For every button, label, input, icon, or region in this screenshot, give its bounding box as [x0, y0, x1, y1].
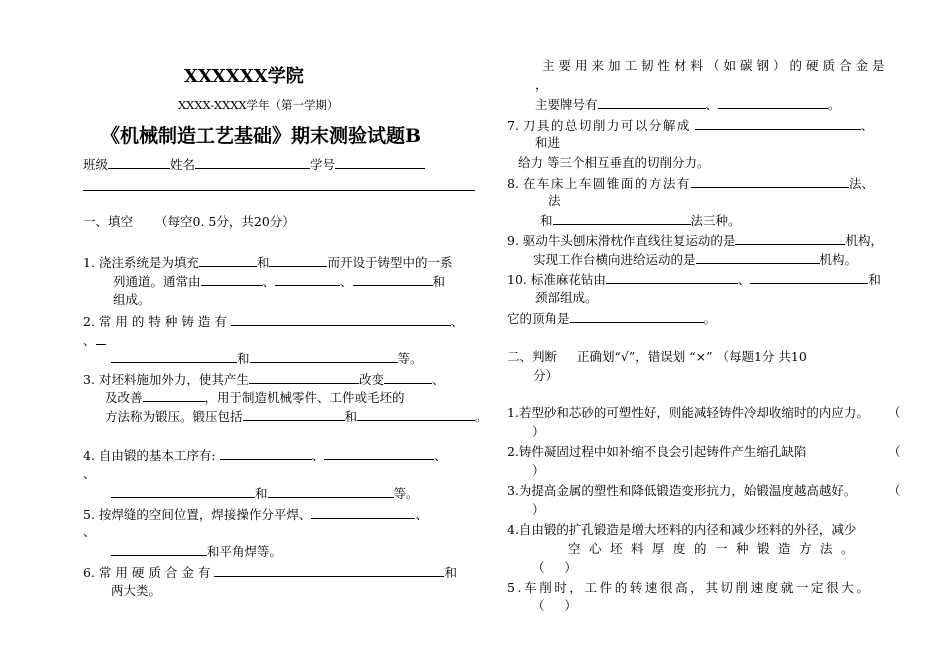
question-6-line-5: 主要牌号有 、 。	[535, 97, 841, 112]
class-blank[interactable]	[108, 156, 170, 169]
answer-blank[interactable]	[695, 117, 861, 130]
question-10-line-3: 它的顶角是 。	[507, 311, 717, 326]
answer-blank[interactable]	[111, 543, 207, 556]
student-info-row	[83, 156, 425, 173]
judgment-paren-open: （	[888, 483, 901, 498]
answer-blank[interactable]	[606, 271, 738, 284]
section2-title: 二、判断	[507, 349, 558, 364]
question-10-line-2: 颈部组成。	[535, 290, 598, 305]
answer-blank[interactable]	[220, 447, 312, 460]
judgment-item-1: 1.若型砂和芯砂的可塑性好，则能减轻铸件冷却收缩时的内应力。	[507, 405, 869, 420]
question-8-line-2: 法	[548, 193, 561, 208]
answer-blank[interactable]	[750, 271, 868, 284]
answer-blank[interactable]	[735, 232, 845, 245]
header-divider	[83, 190, 475, 191]
question-5-line-3: 和平角焊等。	[111, 543, 282, 560]
judgment-answer-5[interactable]: （ ）	[532, 598, 577, 613]
answer-blank[interactable]	[353, 273, 433, 286]
answer-blank[interactable]	[598, 96, 706, 109]
answer-blank[interactable]	[143, 389, 205, 402]
judgment-answer-3[interactable]: ）	[532, 502, 545, 517]
question-5-line-2: 、	[83, 524, 96, 539]
answer-blank[interactable]	[696, 251, 820, 264]
question-3-line-2: 及改善 ，用于制造机械零件、工件或毛坯的	[105, 390, 405, 405]
question-6-line-1: 6. 常用硬质合金有 和	[83, 565, 457, 580]
answer-blank[interactable]	[311, 506, 415, 519]
section2-heading	[507, 349, 807, 365]
question-9-line-1: 9. 驱动牛头刨床滑枕作直线往复运动的是 机构，	[507, 233, 883, 248]
question-6-line-3: 主要用来加工韧性材料（如碳钢）的硬质合金是	[542, 58, 889, 73]
question-3-line-1: 3. 对坯料施加外力，使其产生 改变 、	[83, 372, 445, 387]
question-5-line-1: 5. 按焊缝的空间位置，焊接操作分平焊、 、	[83, 507, 428, 522]
question-2-line-2: 、	[83, 332, 106, 349]
answer-blank[interactable]	[111, 485, 255, 498]
question-4-line-2: 、	[83, 466, 96, 481]
question-8-line-1: 8. 在车床上车圆锥面的方法有 法、	[507, 176, 874, 191]
answer-blank[interactable]	[553, 212, 691, 225]
answer-blank[interactable]	[201, 273, 263, 286]
answer-blank[interactable]	[231, 313, 451, 326]
answer-blank[interactable]	[96, 332, 106, 345]
question-2-line-1: 2. 常用的特种铸造有 、	[83, 314, 464, 329]
section2-scoring-cont: 分）	[533, 368, 559, 383]
judgment-item-3: 3.为提高金属的塑性和降低锻造变形抗力，始锻温度越高越好。	[507, 483, 857, 498]
section1-heading	[83, 214, 295, 230]
question-10-line-1: 10. 标准麻花钻由 、 和	[507, 272, 881, 287]
answer-blank[interactable]	[243, 408, 345, 421]
judgment-item-4-cont: 空心坯料厚度的一种锻造方法。	[568, 541, 863, 556]
judgment-item-4: 4.自由锻的扩孔锻造是增大坯料的内径和减少坯料的外径，减少	[507, 522, 857, 537]
judgment-item-5: 5.车削时，工件的转速很高，其切削速度就一定很大。	[507, 580, 872, 595]
question-4-line-3: 和 等。	[111, 485, 419, 502]
student-id-blank[interactable]	[335, 156, 425, 169]
answer-blank[interactable]	[718, 96, 828, 109]
exam-title: 《机械制造工艺基础》期末测验试题B	[101, 125, 422, 147]
judgment-answer-2[interactable]: ）	[532, 463, 545, 478]
question-7-line-2: 和进	[535, 135, 561, 150]
judgment-answer-4[interactable]: （ ）	[532, 560, 577, 575]
answer-blank[interactable]	[268, 485, 394, 498]
question-3-line-3: 方法称为锻压。锻压包括 和 。	[105, 409, 488, 424]
section1-title: 一、填空	[83, 214, 134, 229]
judgment-paren-open: （	[888, 444, 901, 459]
question-2-line-3: 和 等。	[111, 350, 423, 367]
judgment-item-2: 2.铸件凝固过程中如补缩不良会引起铸件产生缩孔缺陷	[507, 444, 807, 459]
question-1-line-1: 1. 浇注系统是为填充 和 而开设于铸型中的一系	[83, 255, 453, 270]
section2-scoring: 正确划“√”，错误划 “×” （每题1分 共10	[577, 349, 807, 364]
id-label: 学号	[310, 157, 336, 172]
question-1-line-2: 列通道。通常由 、 、 和	[113, 274, 446, 289]
answer-blank[interactable]	[324, 447, 434, 460]
answer-blank[interactable]	[275, 273, 340, 286]
question-9-line-2: 实现工作台横向进给运动的是 机构。	[533, 252, 858, 267]
answer-blank[interactable]	[111, 350, 237, 363]
question-7-line-3: 给力 等三个相互垂直的切削分力。	[518, 155, 710, 170]
question-7-line-1: 7. 刀具的总切削力可以分解成 、	[507, 118, 874, 133]
answer-blank[interactable]	[250, 350, 398, 363]
class-label: 班级	[83, 157, 109, 172]
answer-blank[interactable]	[249, 371, 359, 384]
question-4-line-1: 4. 自由锻的基本工序有: 、 、	[83, 448, 447, 463]
answer-blank[interactable]	[570, 310, 704, 323]
question-6-line-2: 两大类。	[111, 583, 162, 598]
section1-scoring: （每空0. 5分，共20分）	[155, 214, 295, 229]
name-blank[interactable]	[195, 156, 310, 169]
academic-year: XXXX-XXXX学年（第一学期）	[178, 98, 339, 112]
answer-blank[interactable]	[357, 408, 475, 421]
question-6-line-4: ，	[535, 77, 548, 92]
question-8-line-3: 和 法三种。	[540, 213, 741, 228]
name-label: 姓名	[170, 157, 196, 172]
question-1-line-3: 组成。	[113, 292, 151, 307]
school-name: XXXXXX学院	[184, 66, 304, 87]
answer-blank[interactable]	[691, 175, 849, 188]
answer-blank[interactable]	[199, 254, 257, 267]
answer-blank[interactable]	[384, 371, 432, 384]
judgment-answer-1[interactable]: ）	[532, 424, 545, 439]
judgment-paren-open: （	[888, 405, 901, 420]
answer-blank[interactable]	[269, 254, 327, 267]
answer-blank[interactable]	[214, 564, 444, 577]
